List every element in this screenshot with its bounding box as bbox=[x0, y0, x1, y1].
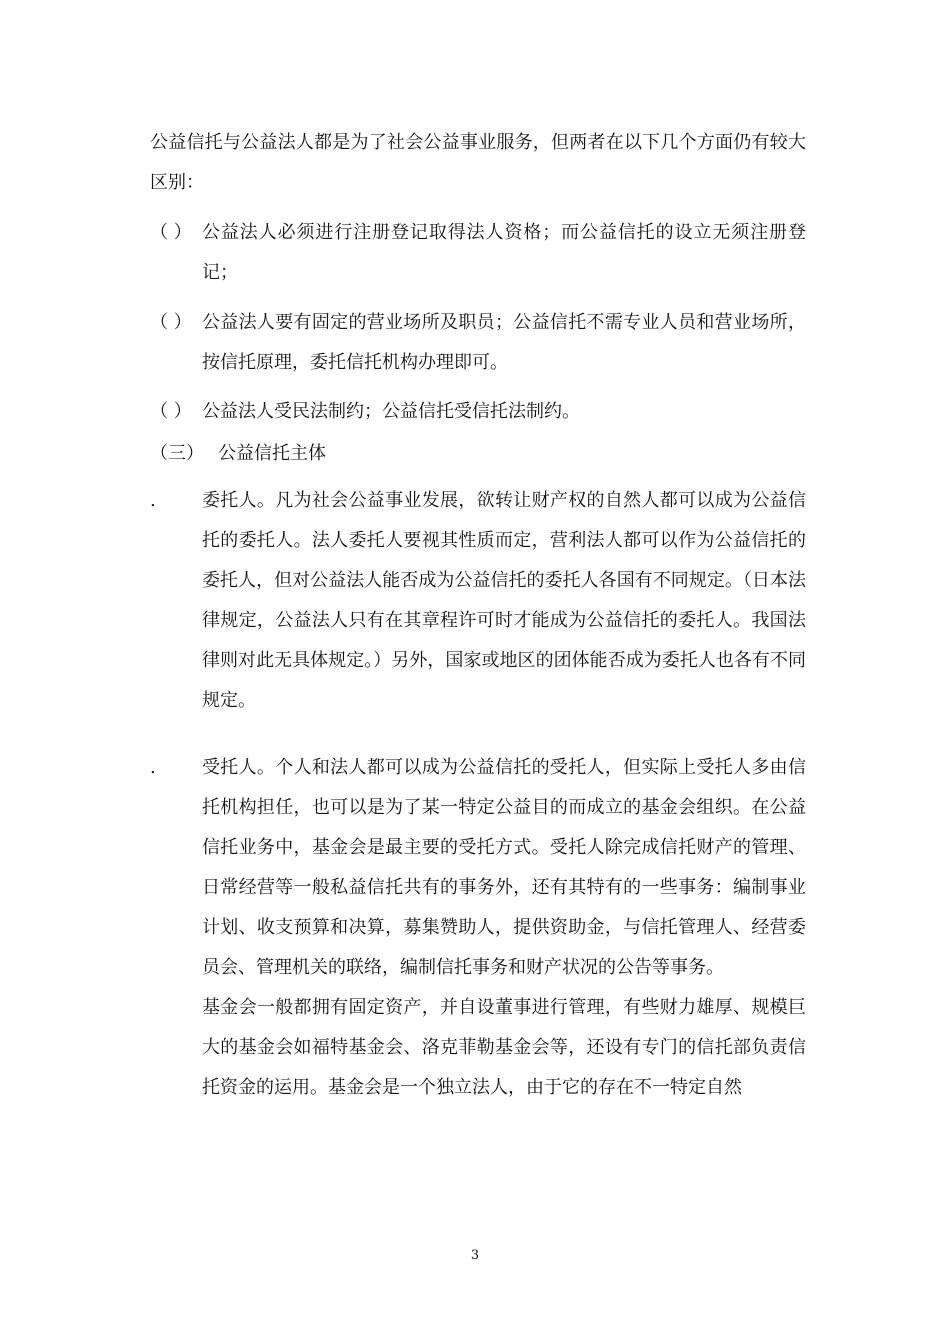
list-marker: . bbox=[150, 757, 156, 778]
intro-paragraph: 公益信托与公益法人都是为了社会公益事业服务，但两者在以下几个方面仍有较大区别： bbox=[150, 132, 806, 193]
list-marker: （ ） bbox=[150, 222, 192, 243]
difference-text: 公益法人要有固定的营业场所及职员；公益信托不需专业人员和营业场所，按信托原理，委托信托机构办理即可。 bbox=[202, 312, 806, 373]
difference-item-2 bbox=[150, 303, 806, 383]
section-title: 公益信托主体 bbox=[218, 443, 326, 464]
difference-text: 公益法人必须进行注册登记取得法人资格；而公益信托的设立无须注册登记； bbox=[202, 222, 806, 283]
section-number: （三） bbox=[150, 443, 204, 464]
difference-text: 公益法人受民法制约；公益信托受信托法制约。 bbox=[202, 401, 580, 422]
subject-continuation-text: 基金会一般都拥有固定资产，并自设董事进行管理，有些财力雄厚、规模巨大的基金会如福特基金会、洛克菲勒基金会等，还设有专门的信托部负责信托资金的运用。基金会是一个独立法人，由于它的存在不一特定自然 bbox=[202, 997, 806, 1098]
subject-item-trustee bbox=[150, 748, 806, 1108]
list-marker: （ ） bbox=[150, 401, 192, 422]
subject-text: 受托人。个人和法人都可以成为公益信托的受托人，但实际上受托人多由信托机构担任，也可以是为了某一特定公益目的而成立的基金会组织。在公益信托业务中，基金会是最主要的受托方式。受托人除完成信托财产的管理、日常经营等一般私益信托共有的事务外，还有其特有的一些事务：编制事业计划、收支预算和决算，募集赞助人，提供资助金，与信托管理人、经营委员会、管理机关的联络，编制信托事务和财产状况的公告等事务。 bbox=[202, 757, 806, 978]
page-number: 3 bbox=[470, 1248, 480, 1263]
list-marker: （ ） bbox=[150, 312, 192, 333]
difference-item-1 bbox=[150, 213, 806, 293]
section-heading bbox=[150, 434, 326, 474]
list-marker: . bbox=[150, 490, 156, 511]
difference-item-3 bbox=[150, 392, 806, 432]
subject-item-trustor bbox=[150, 481, 806, 721]
subject-text: 委托人。凡为社会公益事业发展，欲转让财产权的自然人都可以成为公益信托的委托人。法人委托人要视其性质而定，营利法人都可以作为公益信托的委托人，但对公益法人能否成为公益信托的委托人各国有不同规定。（日本法律规定，公益法人只有在其章程许可时才能成为公益信托的委托人。我国法律则对此无具体规定。）另外，国家或地区的团体能否成为委托人也各有不同规定。 bbox=[202, 490, 806, 711]
